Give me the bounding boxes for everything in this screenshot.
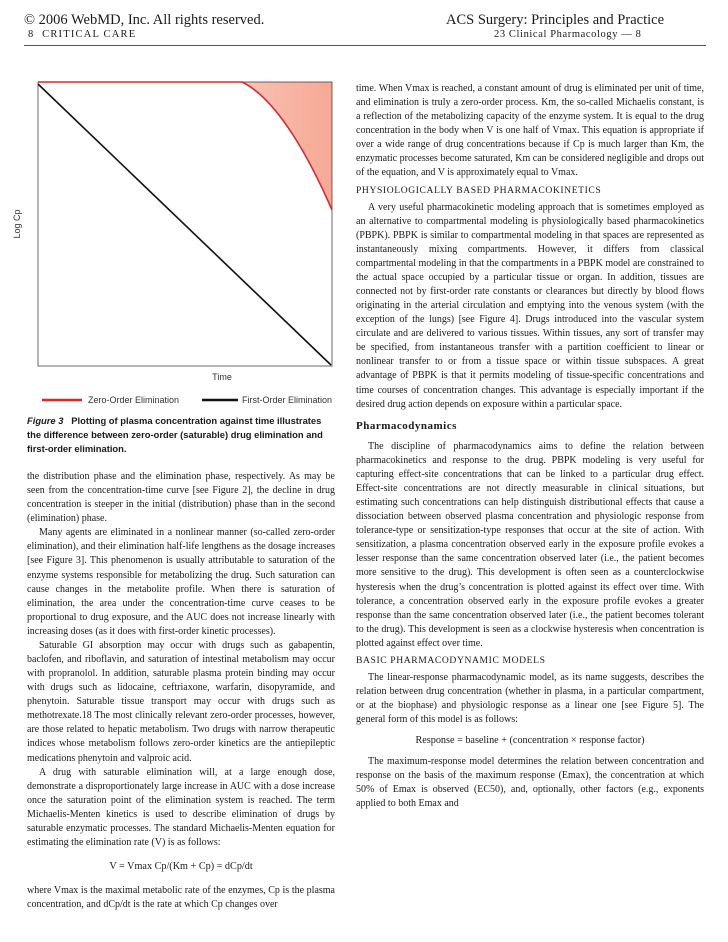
x-axis-label: Time [212,372,232,382]
right-paragraph-3: The discipline of pharmacodynamics aims to define the relation between pharmacokinetics and response to the drug. PBPK modeling is very useful for capturing effect-site concentrations that can be linked to a particular drug effect. Effect-site concentrations are not directly measurable in clinical situations, but estimating such concentrations can help distinguish distributional effects that cause a dissociation between observed plasma concentration and physiologic response from tolerance-type or sensitization-type responses that occur at the site of action. With sensitization, a plasma concentration observed early in the exposure profile evokes a lesser response than the same concentration observed later (i.e., the patient becomes more sensitive to the drug). This development is often seen as a counterclockwise hysteresis when the drug’s concentration is plotted against its effect over time. With tolerance, a concentration observed early in the exposure profile evokes a greater response than the same concentration observed later (i.e., the patient becomes tolerant to the drug). This development is seen as a clockwise hysteresis when concentration is plotted against effect over time. [356,440,704,649]
right-column [356,82,704,812]
caption-label: Figure 3 [27,415,64,426]
section-number: 8 [28,29,35,40]
legend-zero-label: Zero-Order Elimination [88,395,180,405]
section-name: CRITICAL CARE [42,29,137,40]
caption-text: Plotting of plasma concentration against time illustrates the difference between zero-order (saturable) drug elimination and first-order elimination. [27,415,323,454]
right-paragraph-5: The maximum-response model determines the relation between concentration and response on the basis of the maximum response (Emax), the concentration at which 50% of Emax is observed (EC50), and, optionally, other factors (e.g., exponents applied to both Emax and [356,756,704,810]
y-axis-label: Log Cp [12,209,22,239]
chapter-label: 23 Clinical Pharmacology — 8 [494,29,642,40]
linear-response-equation: Response = baseline + (concentration × response factor) [415,735,645,747]
left-column [27,470,335,912]
chart-svg [12,82,344,457]
book-title: ACS Surgery: Principles and Practice [446,12,665,28]
left-paragraph-1: the distribution phase and the elimination phase, respectively. As may be seen from the concentration-time curve [see Figure 2], the decline in drug concentration is steeper in the initial (distribution) phase than in the second (elimination) phase. [27,471,335,525]
heading-pbpk: PHYSIOLOGICALLY BASED PHARMACOKINETICS [356,184,602,196]
legend-first-label: First-Order Elimination [242,395,333,405]
heading-pharmacodynamics: Pharmacodynamics [356,419,457,432]
left-paragraph-5: where Vmax is the maximal metabolic rate of the enzymes, Cp is the plasma concentration, and dCp/dt is the rate at which Cp changes over [27,885,335,911]
section-label [28,28,136,42]
heading-basic-models: BASIC PHARMACODYNAMIC MODELS [356,654,546,666]
right-paragraph-2: A very useful pharmacokinetic modeling approach that is sometimes employed as an alternative to compartmental modeling is physiologically based pharmacokinetics (PBPK). PBPK is similar to compartmental modeling in that spaces are represented as instantaneously mixing compartments. However, it differs from classical compartmental modeling in that the compartments in a PBPK model are constrained to the actual space occupied by a particular tissue or organ. In addition, tissues are connected not by first-order rate constants or clearances but directly by blood flows originating in the arterial circulation and emptying into the venous system (with the exception of the lungs) [see Figure 4]. Drugs introduced into the vascular system circulate and are delivered to various tissues. Within tissues, any sort of transfer may be specified, from instantaneous transfer with a partition coefficient to linear or nonlinear transfer to or from a tissue space or within tissue subspaces. A great advantage of PBPK is that it permits modeling of tissue-specific concentrations and time courses of concentration changes. This advantage is especially important if the desired drug action depends on exposure within a particular space. [356,201,704,410]
left-paragraph-4: A drug with saturable elimination will, at a large enough dose, demonstrate a disproportionately large increase in AUC with a dose increase once the saturation point of the elimination system is reached. The term Michaelis-Menten kinetics is used to describe elimination of drugs by saturable enzymatic processes. The standard Michaelis-Menten equation for estimating the elimination rate (V) is as follows: [27,766,335,849]
right-paragraph-4: The linear-response pharmacodynamic model, as its name suggests, describes the relation between drug concentration (whether in plasma, in a particular compartment, or at the biophase) and physiologic response as a linear one [see Figure 5]. The general form of this model is as follows: [356,671,704,726]
header-rule [24,45,706,46]
right-paragraph-1: time. When Vmax is reached, a constant amount of drug is eliminated per unit of time, and elimination is truly a zero-order process. Km, the so-called Michaelis constant, is a reflection of the metabolizing capacity of the enzyme system. It is equal to the drug concentration in the body when V is one half of Vmax. This equation is appropriate if over a wide range of drug concentrations because if Cp is much larger than Km, the enzymatic processes become saturated, Km can be considered negligible and drops out of the equation, and V is approximately equal to Vmax. [356,83,704,179]
left-paragraph-2: Many agents are eliminated in a nonlinear manner (so-called zero-order elimination), and their elimination half-life lengthens as the dosage increases [see Figure 3]. This phenomenon is usually attributable to saturation of the enzyme systems responsible for metabolizing the drug. Such saturation can cause changes in the metabolite profile. When there is saturation of elimination, the area under the concentration-time curve ceases to be proportional to drug exposure, and the AUC does not increase linearly with increasing doses (as it does with first-order kinetic processes). [27,527,335,637]
michaelis-menten-equation: V = Vmax Cp/(Km + Cp) = dCp/dt [109,861,253,873]
figure-caption [27,414,327,456]
left-paragraph-3: Saturable GI absorption may occur with drugs such as gabapentin, baclofen, and riboflavin, and saturation of intestinal metabolism may occur with propranolol. In addition, saturable plasma protein binding may occur with drugs such as lidocaine, ceftriaxone, warfarin, disopyramide, and phenytoin. Saturable tissue transport may occur with drugs such as methotrexate.18 The most clinically relevant zero-order processes, however, are those related to hepatic metabolism. Two drugs with narrow therapeutic indices whose metabolism follows zero-order kinetics are the antiepileptic medications phenytoin and valproic acid. [27,639,335,764]
figure-3 [12,82,344,457]
copyright-notice: © 2006 WebMD, Inc. All rights reserved. [24,12,265,28]
zero-order-shade [38,82,332,210]
